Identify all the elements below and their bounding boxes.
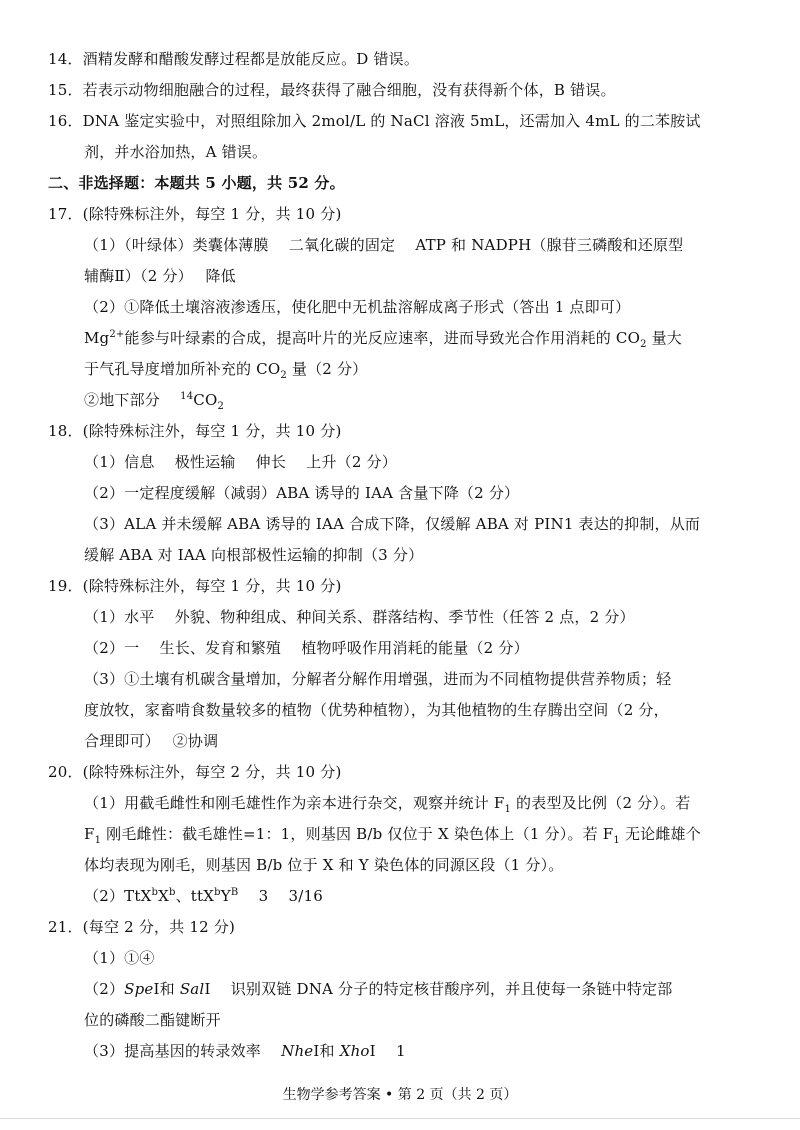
answer-line: 度放牧，家畜啃食数量较多的植物（优势种植物），为其他植物的生存腾出空间（2 分， [84,701,669,719]
answer-line: （2）SpeⅠ和 SalⅠ 识别双链 DNA 分子的特定核苷酸序列，并且使每一条链中特定部 [84,980,673,998]
answer-line: 17．(除特殊标注外，每空 1 分，共 10 分) [48,205,342,223]
answer-line: 体均表现为刚毛，则基因 B/b 位于 X 和 Y 染色体的同源区段（1 分）。 [84,856,564,874]
answer-line: 二、非选择题：本题共 5 小题，共 52 分。 [48,174,345,192]
answer-line: 剂，并水浴加热，A 错误。 [84,143,268,161]
answer-line: $F_1$ 刚毛雌性：截毛雄性=1：1，则基因 B/b 仅位于 X 染色体上（1 分）。若 $F_1$ 无论雌雄个 [84,825,701,846]
answer-line: $(2)TtX^bX^b$、$ttX^bY^B$ 3 3/16 [84,887,323,905]
answer-line: （3）ALA 并未缓解 ABA 诱导的 IAA 合成下降，仅缓解 ABA 对 PIN1 表达的抑制，从而 [84,515,701,533]
answer-line: （1）信息 极性运输 伸长 上升（2 分） [84,453,397,471]
answer-line: ②地下部分 $^{14}CO_2$ [84,391,225,412]
answer-line: 18．(除特殊标注外，每空 1 分，共 10 分) [48,422,342,440]
answer-line: （1）①④ [84,949,155,967]
answer-line: 位的磷酸二酯键断开 [84,1011,221,1029]
bottom-rule [0,1118,800,1119]
answer-line: 19．(除特殊标注外，每空 1 分，共 10 分) [48,577,342,595]
answer-content [48,44,770,1067]
answer-line: 21．(每空 2 分，共 12 分) [48,918,236,936]
answer-line: 15．若表示动物细胞融合的过程，最终获得了融合细胞，没有获得新个体，B 错误。 [48,81,616,99]
answer-line: （2）一 生长、发育和繁殖 植物呼吸作用消耗的能量（2 分） [84,639,529,657]
answer-line: （1）用截毛雌性和刚毛雄性作为亲本进行杂交，观察并统计 $F_1$ 的表型及比例（2 分）。若 [84,794,691,815]
answer-line: （2）一定程度缓解（减弱）ABA 诱导的 IAA 含量下降（2 分） [84,484,520,502]
answer-line: （2）①降低土壤溶液渗透压，使化肥中无机盐溶解成离子形式（答出 1 点即可） [84,298,631,316]
answer-line: 20．(除特殊标注外，每空 2 分，共 10 分) [48,763,342,781]
answer-line: 缓解 ABA 对 IAA 向根部极性运输的抑制（3 分） [84,546,424,564]
answer-line: （1）水平 外貌、物种组成、种间关系、群落结构、季节性（任答 2 点，2 分） [84,608,635,626]
answer-line: 合理即可） ②协调 [84,732,219,750]
answer-line: 辅酶Ⅱ）（2 分） 降低 [84,267,236,285]
answer-line: 14．酒精发酵和醋酸发酵过程都是放能反应。D 错误。 [48,50,420,68]
answer-line: 16．DNA 鉴定实验中，对照组除加入 2mol/L 的 NaCl 溶液 5mL，还需加入 4mL 的二苯胺试 [48,112,701,130]
answer-line: 于气孔导度增加所补充的 $CO_2$ 量（2 分） [84,360,368,381]
answer-line: （3）提高基因的转录效率 NheⅠ和 XhoⅠ 1 [84,1042,406,1060]
answer-line: （1）（叶绿体）类囊体薄膜 二氧化碳的固定 ATP 和 NADPH（腺苷三磷酸和还原型 [84,236,684,254]
answer-line: （3）①土壤有机碳含量增加，分解者分解作用增强，进而为不同植物提供营养物质；轻 [84,670,672,688]
page-footer: 生物学参考答案 • 第 2 页（共 2 页） [282,1087,518,1103]
answer-line: $Mg^{2+}$能参与叶绿素的合成，提高叶片的光反应速率，进而导致光合作用消耗的 $CO_2$ 量大 [84,329,683,350]
